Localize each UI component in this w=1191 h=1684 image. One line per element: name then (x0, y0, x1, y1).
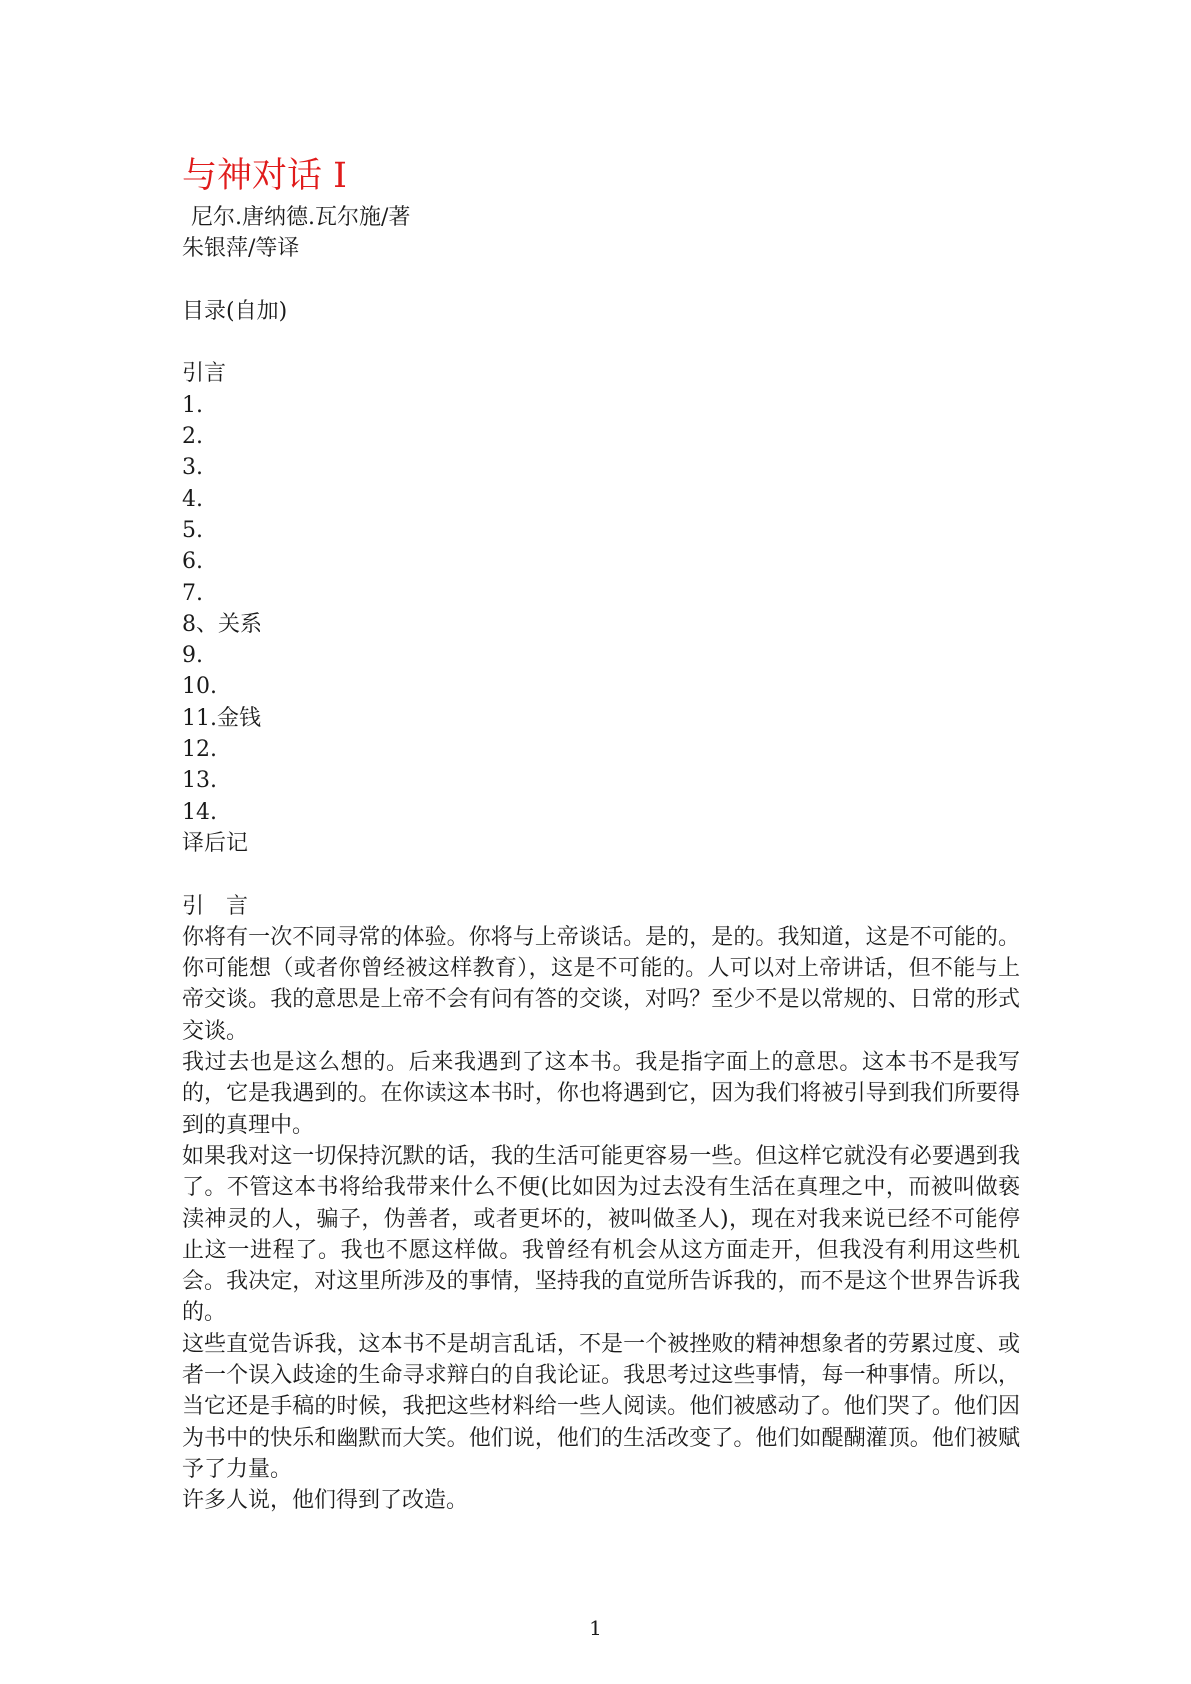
toc-item: 1. (182, 392, 203, 418)
toc-item: 5. (182, 517, 203, 543)
toc-item: 6. (182, 549, 203, 575)
toc-item: 7. (182, 580, 203, 606)
body-text (182, 922, 1020, 1517)
paragraph: 这些直觉告诉我，这本书不是胡言乱话，不是一个被挫败的精神想象者的劳累过度、或者一个误入歧途的生命寻求辩白的自我论证。我思考过这些事情，每一种事情。所以，当它还是手稿的时候，我把这些材料给一些人阅读。他们被感动了。他们哭了。他们因为书中的快乐和幽默而大笑。他们说，他们的生活改变了。他们如醍醐灌顶。他们被赋予了力量。 (182, 1331, 1020, 1482)
toc-item: 12. (182, 737, 217, 763)
toc-item: 8、关系 (182, 611, 262, 637)
document-title: 与神对话 I (182, 156, 347, 196)
toc-item: 3. (182, 455, 203, 481)
paragraph: 许多人说，他们得到了改造。 (182, 1488, 469, 1514)
blank-line (182, 265, 1020, 296)
paragraph: 如果我对这一切保持沉默的话，我的生活可能更容易一些。但这样它就没有必要遇到我了。不管这本书将给我带来什么不便(比如因为过去没有生活在真理之中，而被叫做亵渎神灵的人，骗子，伪善者，或者更坏的，被叫做圣人)，现在对我来说已经不可能停止这一进程了。我也不愿这样做。我曾经有机会从这方面走开，但我没有利用这些机会。我决定，对这里所涉及的事情，坚持我的直觉所告诉我的，而不是这个世界告诉我的。 (182, 1143, 1020, 1326)
toc-item: 14. (182, 799, 217, 825)
toc-item: 11.金钱 (182, 705, 261, 731)
toc-item: 4. (182, 486, 203, 512)
blank-line (182, 859, 1020, 890)
toc-item: 引言 (182, 361, 227, 387)
translator-line: 朱银萍/等译 (182, 236, 300, 262)
paragraph: 你将有一次不同寻常的体验。你将与上帝谈话。是的，是的。我知道，这是不可能的。你可能想（或者你曾经被这样教育），这是不可能的。人可以对上帝讲话，但不能与上帝交谈。我的意思是上帝不会有问有答的交谈，对吗？至少不是以常规的、日常的形式交谈。 (182, 924, 1020, 1044)
author-line: 尼尔.唐纳德.瓦尔施/著 (191, 205, 411, 230)
toc-item: 2. (182, 424, 203, 450)
paragraph: 我过去也是这么想的。后来我遇到了这本书。我是指字面上的意思。这本书不是我写的，它是我遇到的。在你读这本书时，你也将遇到它，因为我们将被引导到我们所要得到的真理中。 (182, 1050, 1020, 1138)
document-page (182, 150, 1020, 1516)
toc-item: 译后记 (182, 830, 249, 856)
toc-item: 13. (182, 768, 217, 794)
page-number: 1 (589, 1616, 602, 1640)
table-of-contents (182, 358, 1020, 859)
toc-item: 9. (182, 643, 203, 669)
toc-heading: 目录(自加) (182, 298, 288, 324)
toc-item: 10. (182, 674, 217, 700)
blank-line (182, 327, 1020, 358)
section-heading: 引言 (182, 893, 271, 919)
